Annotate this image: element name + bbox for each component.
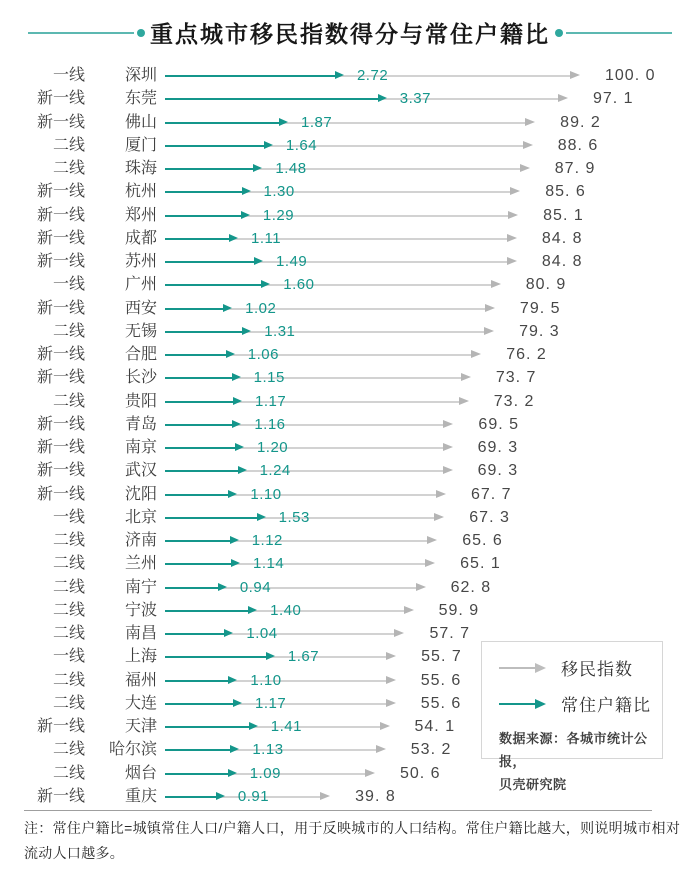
ratio-value-label: 2.72 xyxy=(356,67,389,84)
ratio-arrow-line xyxy=(165,633,225,635)
ratio-arrowhead-icon xyxy=(230,745,239,753)
ratio-value-label: 1.20 xyxy=(256,439,289,456)
ratio-value-label: 1.60 xyxy=(283,276,315,294)
city-label: 郑州 xyxy=(124,206,157,224)
ratio-arrow-line xyxy=(165,191,243,193)
index-arrowhead-icon xyxy=(491,280,501,288)
tier-label: 一线 xyxy=(52,276,85,294)
ratio-arrowhead-icon xyxy=(264,141,273,149)
tier-label: 新一线 xyxy=(36,90,85,108)
ratio-arrowhead-icon xyxy=(242,187,251,195)
ratio-arrowhead-icon xyxy=(233,699,242,707)
tier-label: 新一线 xyxy=(36,439,85,456)
title-decoration-dot-right xyxy=(555,29,563,37)
index-arrowhead-icon xyxy=(320,792,330,800)
ratio-value-label: 1.11 xyxy=(251,229,282,247)
tier-label: 新一线 xyxy=(36,299,85,317)
ratio-arrowhead-icon xyxy=(229,234,238,242)
index-arrowhead-icon xyxy=(394,629,404,637)
chart-row xyxy=(0,576,700,599)
city-label: 上海 xyxy=(124,648,157,666)
city-label: 大连 xyxy=(124,694,157,712)
ratio-value-label: 1.13 xyxy=(252,741,284,759)
index-value-label: 67. 3 xyxy=(469,508,510,526)
ratio-arrowhead-icon xyxy=(257,513,266,521)
chart-row xyxy=(0,297,700,320)
index-arrowhead-icon xyxy=(471,350,481,358)
index-arrowhead-icon xyxy=(523,141,533,149)
chart-row xyxy=(0,111,700,134)
tier-label: 二线 xyxy=(52,392,85,410)
ratio-arrowhead-icon xyxy=(242,327,251,335)
gray-arrow-icon xyxy=(499,663,546,673)
index-arrowhead-icon xyxy=(461,373,471,381)
chart-row xyxy=(0,157,700,180)
index-arrowhead-icon xyxy=(507,234,517,242)
index-arrowhead-icon xyxy=(484,327,494,335)
title-decoration-line-left xyxy=(28,32,134,34)
ratio-value-label: 1.31 xyxy=(264,322,296,340)
chart-row xyxy=(0,506,700,529)
city-label: 北京 xyxy=(124,508,157,526)
tier-label: 一线 xyxy=(52,648,85,666)
ratio-arrow-line xyxy=(165,377,233,379)
index-value-label: 67. 7 xyxy=(470,485,512,503)
chart-row xyxy=(0,529,700,552)
city-label: 无锡 xyxy=(124,322,157,340)
chart-row xyxy=(0,436,700,459)
footnote-text: 注：常住户籍比=城镇常住人口/户籍人口，用于反映城市的人口结构。常住户籍比越大，则说明城市相对流动人口越多。 xyxy=(24,820,681,861)
index-arrowhead-icon xyxy=(520,164,530,172)
city-label: 西安 xyxy=(124,299,157,317)
ratio-arrowhead-icon xyxy=(266,652,275,660)
ratio-value-label: 1.67 xyxy=(287,648,320,666)
ratio-value-label: 1.17 xyxy=(254,694,287,712)
ratio-value-label: 1.15 xyxy=(253,369,285,387)
tier-label: 二线 xyxy=(52,625,85,642)
index-arrowhead-icon xyxy=(416,583,426,591)
ratio-arrow-line xyxy=(165,540,231,542)
ratio-arrow-line xyxy=(165,494,229,496)
chart-row xyxy=(0,64,700,87)
tier-label: 新一线 xyxy=(36,369,85,387)
tier-label: 新一线 xyxy=(36,253,85,270)
index-arrowhead-icon xyxy=(485,304,495,312)
index-arrowhead-icon xyxy=(365,769,375,777)
index-value-label: 62. 8 xyxy=(450,578,492,596)
index-arrowhead-icon xyxy=(459,397,469,405)
index-arrowhead-icon xyxy=(386,676,396,684)
teal-arrow-icon xyxy=(499,699,546,709)
index-arrowhead-icon xyxy=(386,652,396,660)
tier-label: 二线 xyxy=(52,671,85,689)
chart-row xyxy=(0,483,700,506)
ratio-arrow-line xyxy=(165,680,229,682)
legend-box xyxy=(481,641,663,792)
index-value-label: 69. 5 xyxy=(478,415,520,433)
ratio-value-label: 1.87 xyxy=(301,113,333,131)
ratio-arrowhead-icon xyxy=(238,466,247,474)
tier-label: 新一线 xyxy=(36,229,85,247)
ratio-arrowhead-icon xyxy=(248,606,257,614)
index-arrowhead-icon xyxy=(436,490,446,498)
index-arrowhead-icon xyxy=(507,257,517,265)
tier-label: 新一线 xyxy=(36,183,85,201)
tier-label: 二线 xyxy=(52,532,85,549)
index-arrowhead-icon xyxy=(425,559,435,567)
city-label: 厦门 xyxy=(124,136,157,154)
tier-label: 二线 xyxy=(52,694,85,712)
ratio-arrow-line xyxy=(165,331,243,333)
city-label: 珠海 xyxy=(124,160,157,177)
index-value-label: 87. 9 xyxy=(554,160,596,177)
ratio-value-label: 1.10 xyxy=(250,671,282,689)
data-source-note xyxy=(499,727,652,796)
chart-row xyxy=(0,366,700,389)
page-title: 重点城市移民指数得分与常住户籍比 xyxy=(150,21,550,47)
ratio-arrow-line xyxy=(165,773,229,775)
data-source-line1: 数据来源：各城市统计公报， xyxy=(499,731,648,769)
ratio-arrowhead-icon xyxy=(241,211,250,219)
ratio-value-label: 1.24 xyxy=(259,462,291,480)
ratio-arrowhead-icon xyxy=(335,71,344,79)
index-value-label: 55. 6 xyxy=(420,671,462,689)
ratio-value-label: 1.30 xyxy=(263,183,295,201)
chart-row xyxy=(0,250,700,273)
ratio-arrow-line xyxy=(165,354,227,356)
tier-label: 新一线 xyxy=(36,346,85,363)
city-label: 济南 xyxy=(124,532,157,549)
tier-label: 二线 xyxy=(52,136,85,154)
index-value-label: 85. 1 xyxy=(543,206,584,224)
chart-row xyxy=(0,227,700,250)
ratio-arrowhead-icon xyxy=(232,420,241,428)
legend-label-resident-ratio: 常住户籍比 xyxy=(561,696,651,715)
ratio-arrowhead-icon xyxy=(223,304,232,312)
title-decoration-dot-left xyxy=(137,29,145,37)
index-value-label: 97. 1 xyxy=(592,90,634,108)
ratio-value-label: 1.17 xyxy=(254,392,287,410)
city-label: 佛山 xyxy=(124,113,157,131)
index-value-label: 55. 6 xyxy=(420,694,462,712)
index-value-label: 79. 5 xyxy=(519,299,561,317)
index-value-label: 65. 6 xyxy=(462,532,503,549)
ratio-value-label: 1.10 xyxy=(250,485,282,503)
city-label: 苏州 xyxy=(124,253,157,270)
ratio-arrow-line xyxy=(165,75,336,77)
ratio-arrowhead-icon xyxy=(233,397,242,405)
index-value-label: 39. 8 xyxy=(355,787,396,805)
index-value-label: 69. 3 xyxy=(477,439,519,456)
index-arrowhead-icon xyxy=(510,187,520,195)
index-arrowhead-icon xyxy=(443,466,453,474)
chart-row xyxy=(0,552,700,575)
index-arrowhead-icon xyxy=(443,443,453,451)
ratio-arrowhead-icon xyxy=(261,280,270,288)
tier-label: 新一线 xyxy=(36,415,85,433)
tier-label: 新一线 xyxy=(36,462,85,480)
index-value-label: 55. 7 xyxy=(421,648,462,666)
city-label: 武汉 xyxy=(124,462,157,480)
index-value-label: 88. 6 xyxy=(557,136,599,154)
ratio-value-label: 0.94 xyxy=(239,578,272,596)
ratio-value-label: 1.41 xyxy=(270,718,302,735)
tier-label: 一线 xyxy=(52,508,85,526)
ratio-arrowhead-icon xyxy=(235,443,244,451)
ratio-arrow-line xyxy=(165,424,233,426)
chart-row xyxy=(0,134,700,157)
index-value-label: 57. 7 xyxy=(429,625,471,642)
ratio-arrowhead-icon xyxy=(218,583,227,591)
city-label: 长沙 xyxy=(124,369,157,387)
index-arrowhead-icon xyxy=(434,513,444,521)
chart-row xyxy=(0,390,700,413)
city-label: 南宁 xyxy=(124,578,157,596)
city-label: 杭州 xyxy=(124,183,157,201)
city-label: 重庆 xyxy=(124,787,157,805)
index-arrowhead-icon xyxy=(427,536,437,544)
ratio-value-label: 1.29 xyxy=(262,206,295,224)
ratio-value-label: 1.49 xyxy=(276,253,308,270)
tier-label: 二线 xyxy=(52,601,85,619)
index-value-label: 73. 7 xyxy=(495,369,537,387)
chart-row xyxy=(0,204,700,227)
ratio-value-label: 1.06 xyxy=(247,346,279,363)
city-label: 深圳 xyxy=(124,67,157,84)
ratio-arrow-line xyxy=(165,168,254,170)
tier-label: 新一线 xyxy=(36,206,85,224)
chart-row xyxy=(0,87,700,110)
index-arrowhead-icon xyxy=(570,71,580,79)
city-label: 沈阳 xyxy=(124,485,157,503)
index-value-label: 69. 3 xyxy=(477,462,519,480)
city-label: 合肥 xyxy=(124,346,157,363)
city-label: 宁波 xyxy=(124,601,157,619)
ratio-arrow-line xyxy=(165,796,217,798)
ratio-arrowhead-icon xyxy=(232,373,241,381)
ratio-value-label: 0.91 xyxy=(237,787,270,805)
ratio-arrow-line xyxy=(165,656,267,658)
tier-label: 二线 xyxy=(52,160,85,177)
ratio-value-label: 1.14 xyxy=(253,555,285,573)
ratio-arrow-line xyxy=(165,98,379,100)
legend-label-migration-index: 移民指数 xyxy=(561,660,633,679)
tier-label: 二线 xyxy=(52,555,85,573)
city-label: 烟台 xyxy=(124,764,157,782)
data-source-line2: 贝壳研究院 xyxy=(499,777,567,792)
ratio-value-label: 1.04 xyxy=(246,625,278,642)
index-value-label: 54. 1 xyxy=(414,718,456,735)
chart-row xyxy=(0,343,700,366)
index-arrowhead-icon xyxy=(525,118,535,126)
ratio-arrowhead-icon xyxy=(279,118,288,126)
ratio-arrow-line xyxy=(165,749,231,751)
ratio-value-label: 1.64 xyxy=(285,136,318,154)
tier-label: 新一线 xyxy=(36,113,85,131)
city-label: 福州 xyxy=(124,671,157,689)
index-value-label: 84. 8 xyxy=(541,253,583,270)
ratio-value-label: 3.37 xyxy=(399,90,431,108)
index-value-label: 59. 9 xyxy=(438,601,480,619)
chart-row xyxy=(0,459,700,482)
ratio-value-label: 1.02 xyxy=(245,299,277,317)
ratio-arrowhead-icon xyxy=(228,769,237,777)
city-label: 南昌 xyxy=(124,625,157,642)
legend-item-migration-index xyxy=(499,655,652,680)
index-value-label: 53. 2 xyxy=(410,741,452,759)
index-value-label: 73. 2 xyxy=(493,392,535,410)
ratio-value-label: 1.16 xyxy=(254,415,286,433)
index-value-label: 80. 9 xyxy=(525,276,567,294)
ratio-arrow-line xyxy=(165,563,232,565)
tier-label: 新一线 xyxy=(36,485,85,503)
index-value-label: 85. 6 xyxy=(545,183,586,201)
city-label: 青岛 xyxy=(124,415,157,433)
index-arrowhead-icon xyxy=(386,699,396,707)
ratio-arrowhead-icon xyxy=(254,257,263,265)
tier-label: 二线 xyxy=(52,322,85,340)
ratio-arrowhead-icon xyxy=(249,722,258,730)
index-value-label: 100. 0 xyxy=(605,67,656,84)
ratio-arrowhead-icon xyxy=(231,559,240,567)
city-label: 贵阳 xyxy=(124,392,157,410)
index-arrowhead-icon xyxy=(508,211,518,219)
index-value-label: 89. 2 xyxy=(560,113,601,131)
ratio-arrowhead-icon xyxy=(253,164,262,172)
ratio-arrow-line xyxy=(165,587,219,589)
index-arrowhead-icon xyxy=(404,606,414,614)
ratio-arrow-line xyxy=(165,308,224,310)
chart-row xyxy=(0,273,700,296)
city-label: 广州 xyxy=(124,276,157,294)
ratio-arrow-line xyxy=(165,122,280,124)
index-value-label: 65. 1 xyxy=(460,555,501,573)
tier-label: 二线 xyxy=(52,764,85,782)
ratio-arrow-line xyxy=(165,284,262,286)
ratio-arrow-line xyxy=(165,145,265,147)
ratio-arrow-line xyxy=(165,261,255,263)
city-label: 成都 xyxy=(124,229,157,247)
footer-divider xyxy=(24,810,652,811)
index-value-label: 50. 6 xyxy=(399,764,441,782)
title-decoration-line-right xyxy=(566,32,672,34)
ratio-arrow-line xyxy=(165,447,236,449)
index-arrowhead-icon xyxy=(380,722,390,730)
ratio-value-label: 1.09 xyxy=(249,764,281,782)
ratio-arrow-line xyxy=(165,238,230,240)
chart-title-bar xyxy=(0,16,700,49)
city-label: 东莞 xyxy=(124,90,157,108)
tier-label: 一线 xyxy=(52,67,85,84)
ratio-arrow-line xyxy=(165,517,258,519)
ratio-arrowhead-icon xyxy=(378,94,387,102)
ratio-arrow-line xyxy=(165,401,234,403)
tier-label: 二线 xyxy=(52,578,85,596)
ratio-arrowhead-icon xyxy=(226,350,235,358)
index-arrowhead-icon xyxy=(443,420,453,428)
ratio-arrow-line xyxy=(165,726,250,728)
city-label: 天津 xyxy=(124,718,157,735)
chart-row xyxy=(0,180,700,203)
tier-label: 新一线 xyxy=(36,718,85,735)
chart-row xyxy=(0,599,700,622)
index-value-label: 76. 2 xyxy=(506,346,547,363)
index-value-label: 79. 3 xyxy=(519,322,560,340)
tier-label: 新一线 xyxy=(36,787,85,805)
ratio-arrowhead-icon xyxy=(216,792,225,800)
chart-row xyxy=(0,413,700,436)
ratio-arrowhead-icon xyxy=(228,676,237,684)
index-value-label: 84. 8 xyxy=(541,229,583,247)
ratio-value-label: 1.53 xyxy=(278,508,310,526)
chart-row xyxy=(0,320,700,343)
city-label: 南京 xyxy=(124,439,157,456)
city-label: 哈尔滨 xyxy=(108,741,157,759)
city-label: 兰州 xyxy=(124,555,157,573)
ratio-arrowhead-icon xyxy=(224,629,233,637)
ratio-value-label: 1.12 xyxy=(251,532,283,549)
index-arrowhead-icon xyxy=(558,94,568,102)
ratio-arrow-line xyxy=(165,470,239,472)
ratio-arrow-line xyxy=(165,610,249,612)
index-arrowhead-icon xyxy=(376,745,386,753)
legend-item-resident-ratio xyxy=(499,691,652,716)
ratio-arrowhead-icon xyxy=(230,536,239,544)
tier-label: 二线 xyxy=(52,741,85,759)
ratio-arrowhead-icon xyxy=(228,490,237,498)
ratio-arrow-line xyxy=(165,703,234,705)
ratio-value-label: 1.40 xyxy=(270,601,302,619)
ratio-arrow-line xyxy=(165,215,242,217)
ratio-value-label: 1.48 xyxy=(275,160,307,177)
